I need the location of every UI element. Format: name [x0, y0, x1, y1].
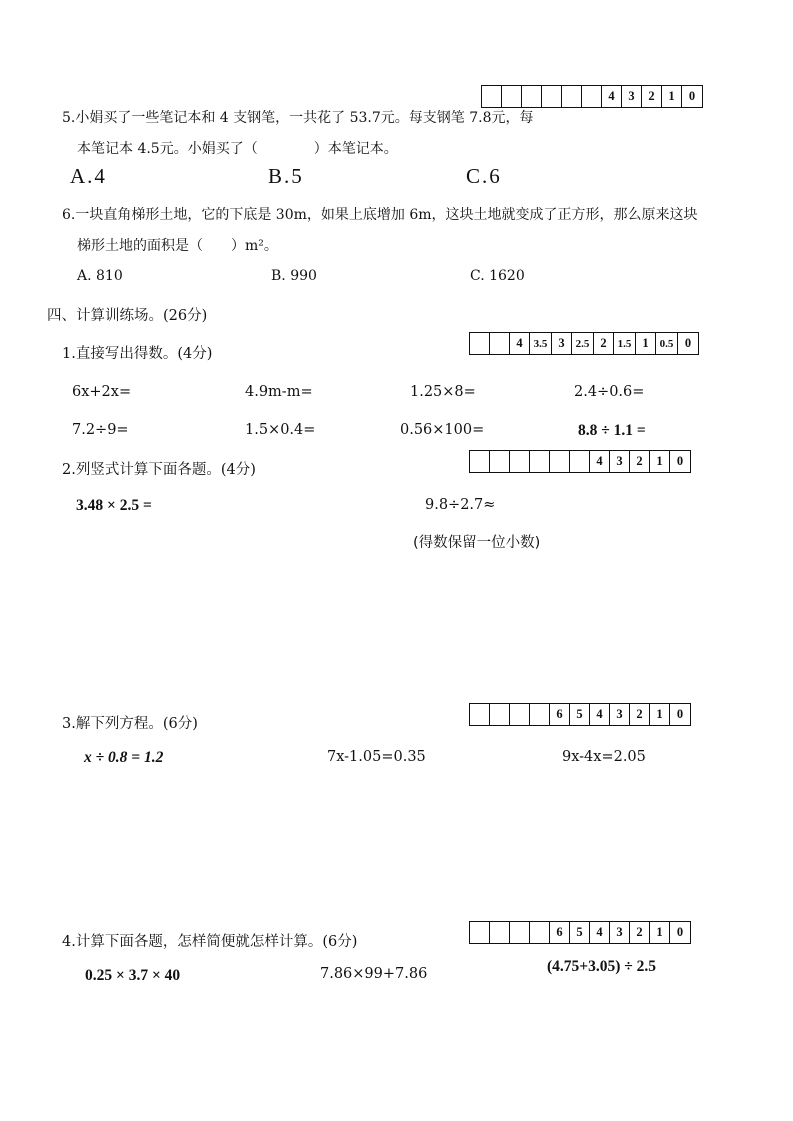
score-cell[interactable]: 6 [550, 922, 570, 943]
score-cell[interactable]: 6 [550, 704, 570, 725]
score-cell[interactable] [530, 704, 550, 725]
score-cell[interactable]: 4 [510, 333, 530, 354]
score-cell[interactable]: 0 [688, 89, 696, 103]
score-cell[interactable] [562, 86, 582, 107]
score-cell[interactable] [510, 704, 530, 725]
p4-title: 4.计算下面各题，怎样简便就怎样计算。(6分) [62, 934, 358, 950]
score-cell[interactable]: 3 [622, 86, 642, 107]
p3-score-box [469, 703, 691, 726]
score-cell[interactable]: 0 [676, 707, 684, 721]
p2-title: 2.列竖式计算下面各题。(4分) [62, 462, 256, 478]
score-cell[interactable] [490, 333, 510, 354]
section-heading: 四、计算训练场。(26分) [47, 308, 208, 324]
p1-score-box [469, 332, 699, 355]
p1-item: 6x+2x= [72, 384, 132, 400]
score-cell[interactable]: 0 [676, 454, 684, 468]
p3-equation-2: 7x-1.05=0.35 [327, 749, 426, 765]
q6-option-c[interactable]: C. 1620 [470, 268, 525, 284]
score-cell[interactable] [542, 86, 562, 107]
p4-expression-3: (4.75+3.05) ÷ 2.5 [547, 958, 657, 975]
p1-item: 1.5×0.4= [245, 422, 316, 438]
score-cell[interactable]: 2 [642, 86, 662, 107]
score-cell[interactable]: 3 [610, 451, 630, 472]
q5-line2: 本笔记本 4.5元。小娟买了（ ）本笔记本。 [77, 141, 398, 157]
score-cell[interactable]: 2 [594, 333, 614, 354]
score-cell[interactable] [490, 922, 510, 943]
score-cell[interactable]: 4 [590, 922, 610, 943]
p1-title: 1.直接写出得数。(4分) [62, 346, 213, 362]
q5-option-a[interactable]: A.4 [70, 164, 107, 188]
score-cell[interactable] [510, 922, 530, 943]
p2-item-1: 3.48 × 2.5 = [76, 497, 152, 514]
score-cell[interactable]: 4 [590, 704, 610, 725]
score-cell[interactable]: 0.5 [656, 333, 678, 354]
score-cell[interactable] [482, 86, 502, 107]
score-cell[interactable]: 5 [570, 922, 590, 943]
score-cell[interactable]: 1 [650, 922, 670, 943]
q5-line1: 5.小娟买了一些笔记本和 4 支钢笔，一共花了 53.7元。每支钢笔 7.8元，每 [62, 110, 534, 126]
p1-item: 4.9m-m= [245, 384, 313, 400]
p4-score-box [469, 921, 691, 944]
p3-equation-3: 9x-4x=2.05 [562, 749, 646, 765]
q6-line2: 梯形土地的面积是（ ）m²。 [77, 238, 278, 254]
score-cell[interactable]: 1 [650, 704, 670, 725]
q5-option-b[interactable]: B.5 [268, 164, 304, 188]
p3-title: 3.解下列方程。(6分) [62, 716, 198, 732]
score-cell[interactable] [490, 704, 510, 725]
p2-item-2: 9.8÷2.7≈ [425, 497, 496, 513]
score-cell[interactable] [470, 704, 490, 725]
score-cell[interactable]: 4 [590, 451, 610, 472]
score-cell[interactable]: 1 [662, 86, 682, 107]
p1-item: 2.4÷0.6= [574, 384, 645, 400]
q5-score-box [481, 85, 703, 108]
p2-note: (得数保留一位小数) [413, 535, 541, 551]
score-cell[interactable]: 2.5 [572, 333, 594, 354]
score-cell[interactable]: 1.5 [614, 333, 636, 354]
score-cell[interactable]: 3.5 [530, 333, 552, 354]
p4-expression-1: 0.25 × 3.7 × 40 [85, 967, 181, 984]
score-cell[interactable]: 4 [602, 86, 622, 107]
score-cell[interactable]: 5 [570, 704, 590, 725]
p1-item: 8.8 ÷ 1.1 = [578, 422, 646, 439]
p1-item: 1.25×8= [410, 384, 476, 400]
score-cell[interactable] [502, 86, 522, 107]
score-cell[interactable]: 0 [676, 925, 684, 939]
score-cell[interactable]: 0 [684, 336, 692, 350]
score-cell[interactable]: 3 [610, 704, 630, 725]
score-cell[interactable] [530, 451, 550, 472]
score-cell[interactable] [550, 451, 570, 472]
score-cell[interactable] [522, 86, 542, 107]
q6-option-a[interactable]: A. 810 [77, 268, 123, 284]
p1-item: 0.56×100= [400, 422, 485, 438]
score-cell[interactable]: 2 [630, 704, 650, 725]
score-cell[interactable] [470, 922, 490, 943]
score-cell[interactable] [470, 333, 490, 354]
p2-score-box [469, 450, 691, 473]
score-cell[interactable]: 3 [552, 333, 572, 354]
p1-item: 7.2÷9= [72, 422, 129, 438]
score-cell[interactable] [510, 451, 530, 472]
score-cell[interactable]: 2 [630, 922, 650, 943]
score-cell[interactable]: 1 [650, 451, 670, 472]
score-cell[interactable] [582, 86, 602, 107]
score-cell[interactable] [490, 451, 510, 472]
q6-option-b[interactable]: B. 990 [271, 268, 317, 284]
score-cell[interactable] [570, 451, 590, 472]
p4-expression-2: 7.86×99+7.86 [320, 966, 428, 982]
q5-option-c[interactable]: C.6 [466, 164, 502, 188]
score-cell[interactable]: 2 [630, 451, 650, 472]
score-cell[interactable]: 1 [636, 333, 656, 354]
score-cell[interactable] [470, 451, 490, 472]
score-cell[interactable]: 3 [610, 922, 630, 943]
q6-line1: 6.一块直角梯形土地，它的下底是 30m，如果上底增加 6m，这块土地就变成了正方形，那么原来这块 [62, 207, 698, 223]
p3-equation-1: x ÷ 0.8 = 1.2 [84, 749, 164, 766]
score-cell[interactable] [530, 922, 550, 943]
